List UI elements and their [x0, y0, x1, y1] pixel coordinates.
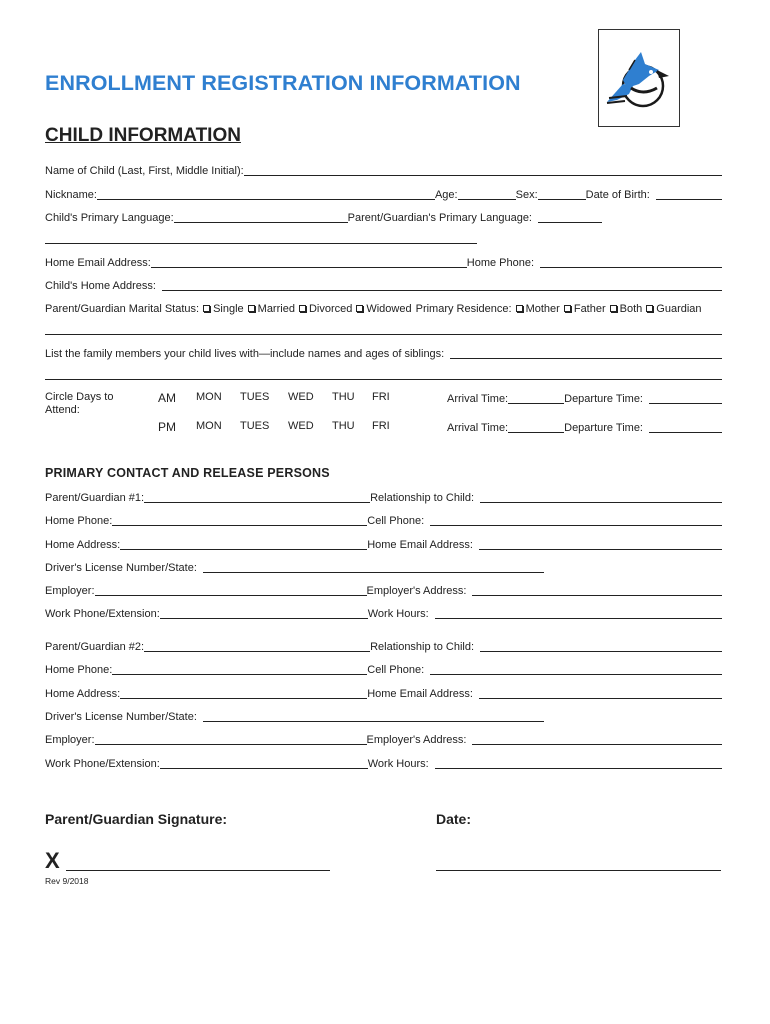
- home-email-label: Home Email Address:: [45, 257, 151, 269]
- g1-name-row: [45, 490, 722, 504]
- family-label: List the family members your child lives with—include names and ages of siblings:: [45, 348, 445, 360]
- nickname-field[interactable]: [97, 199, 435, 200]
- g2-name-label: Parent/Guardian #2:: [45, 641, 145, 653]
- am-day-tues[interactable]: TUES: [240, 391, 270, 403]
- g2-work-phone-label: Work Phone/Extension:: [45, 758, 160, 770]
- form-title: ENROLLMENT REGISTRATION INFORMATION: [45, 71, 521, 95]
- g2-home-phone-field[interactable]: [112, 674, 367, 675]
- status-extra-line[interactable]: [45, 334, 722, 335]
- pm-arrival-field[interactable]: [508, 432, 564, 433]
- g2-cell-phone-label: Cell Phone:: [367, 664, 425, 676]
- g2-license-label: Driver's License Number/State:: [45, 711, 197, 723]
- g2-home-email-label: Home Email Address:: [367, 688, 473, 700]
- child-language-field[interactable]: [174, 222, 348, 223]
- am-day-fri[interactable]: FRI: [372, 391, 390, 403]
- g2-relationship-label: Relationship to Child:: [370, 641, 475, 653]
- g1-home-phone-label: Home Phone:: [45, 515, 113, 527]
- revision-note: Rev 9/2018: [45, 876, 89, 886]
- g1-employer-address-field[interactable]: [472, 595, 722, 596]
- g1-cell-phone-label: Cell Phone:: [367, 515, 425, 527]
- g2-employer-label: Employer:: [45, 734, 95, 746]
- pm-day-thu[interactable]: THU: [332, 420, 355, 432]
- g2-cell-phone-field[interactable]: [430, 674, 722, 675]
- pm-departure-label: Departure Time:: [564, 422, 643, 434]
- marital-option-married[interactable]: Married: [244, 303, 295, 315]
- residence-label: Primary Residence:: [415, 303, 512, 315]
- age-label: Age:: [434, 189, 458, 201]
- g1-cell-phone-field[interactable]: [430, 525, 722, 526]
- family-row: [45, 346, 722, 360]
- checkbox-icon[interactable]: [646, 305, 653, 312]
- parent-language-field[interactable]: [538, 222, 602, 223]
- dob-label: Date of Birth:: [585, 189, 650, 201]
- family-field[interactable]: [450, 358, 722, 359]
- home-email-field[interactable]: [151, 267, 467, 268]
- child-name-row: [45, 163, 722, 177]
- marital-label: Parent/Guardian Marital Status:: [45, 303, 200, 315]
- signature-label: Parent/Guardian Signature:: [45, 811, 228, 827]
- home-phone-label: Home Phone:: [466, 257, 535, 269]
- checkbox-icon[interactable]: [203, 305, 210, 312]
- g1-license-row: [45, 560, 544, 574]
- g1-phone-row: [45, 513, 722, 527]
- residence-option-both[interactable]: Both: [606, 303, 643, 315]
- signature-x-mark: X: [45, 848, 60, 873]
- language-row: [45, 210, 722, 224]
- g1-home-address-label: Home Address:: [45, 539, 121, 551]
- child-name-field[interactable]: [244, 175, 722, 176]
- g2-employer-address-label: Employer's Address:: [366, 734, 467, 746]
- blue-jay-icon: [599, 30, 679, 126]
- marital-option-single[interactable]: Single: [199, 303, 244, 315]
- g1-relationship-label: Relationship to Child:: [370, 492, 475, 504]
- pm-day-fri[interactable]: FRI: [372, 420, 390, 432]
- checkbox-icon[interactable]: [610, 305, 617, 312]
- parent-language-label: Parent/Guardian's Primary Language:: [347, 212, 532, 224]
- g2-phone-row: [45, 662, 722, 676]
- checkbox-icon[interactable]: [248, 305, 255, 312]
- pm-departure-field[interactable]: [649, 432, 722, 433]
- status-row: [45, 301, 722, 315]
- pm-day-tues[interactable]: TUES: [240, 420, 270, 432]
- child-address-field[interactable]: [162, 290, 722, 291]
- marital-option-widowed[interactable]: Widowed: [352, 303, 411, 315]
- sex-field[interactable]: [538, 199, 586, 200]
- extra-line[interactable]: [45, 243, 477, 244]
- signature-field[interactable]: [66, 870, 330, 871]
- child-language-label: Child's Primary Language:: [45, 212, 174, 224]
- am-departure-field[interactable]: [649, 403, 722, 404]
- g2-work-row: [45, 756, 722, 770]
- g2-home-email-field[interactable]: [479, 698, 722, 699]
- g2-home-address-label: Home Address:: [45, 688, 121, 700]
- g1-work-row: [45, 606, 722, 620]
- g2-employer-row: [45, 732, 722, 746]
- g1-work-hours-label: Work Hours:: [367, 608, 429, 620]
- g1-relationship-field[interactable]: [480, 502, 722, 503]
- date-field[interactable]: [436, 870, 721, 871]
- g1-home-email-field[interactable]: [479, 549, 722, 550]
- g1-work-phone-field[interactable]: [160, 618, 368, 619]
- date-label: Date:: [436, 811, 472, 827]
- g1-license-field[interactable]: [203, 572, 544, 573]
- child-name-label: Name of Child (Last, First, Middle Initial):: [45, 165, 244, 177]
- pm-day-mon[interactable]: MON: [196, 420, 222, 432]
- pm-day-wed[interactable]: WED: [288, 420, 314, 432]
- days-label: Circle Days to Attend:: [45, 391, 114, 416]
- g2-employer-address-field[interactable]: [472, 744, 722, 745]
- g1-employer-address-label: Employer's Address:: [366, 585, 467, 597]
- age-field[interactable]: [458, 199, 516, 200]
- g2-home-phone-label: Home Phone:: [45, 664, 113, 676]
- g1-name-label: Parent/Guardian #1:: [45, 492, 145, 504]
- family-extra-line[interactable]: [45, 379, 722, 380]
- g2-name-row: [45, 639, 722, 653]
- g2-employer-field[interactable]: [95, 744, 367, 745]
- g2-license-field[interactable]: [203, 721, 544, 722]
- g2-relationship-field[interactable]: [480, 651, 722, 652]
- am-arrival-field[interactable]: [508, 403, 564, 404]
- g2-work-hours-field[interactable]: [435, 768, 722, 769]
- checkbox-icon[interactable]: [516, 305, 523, 312]
- child-info-heading: CHILD INFORMATION: [45, 125, 241, 146]
- home-phone-field[interactable]: [540, 267, 722, 268]
- logo: [598, 29, 680, 127]
- g1-license-label: Driver's License Number/State:: [45, 562, 197, 574]
- child-address-row: [45, 278, 722, 292]
- g1-home-address-field[interactable]: [120, 549, 367, 550]
- g2-license-row: [45, 709, 544, 723]
- am-day-wed[interactable]: WED: [288, 391, 314, 403]
- am-departure-label: Departure Time:: [564, 393, 643, 405]
- nickname-label: Nickname:: [45, 189, 97, 201]
- sex-label: Sex:: [515, 189, 538, 201]
- residence-option-mother[interactable]: Mother: [512, 303, 560, 315]
- checkbox-icon[interactable]: [356, 305, 363, 312]
- g2-address-row: [45, 686, 722, 700]
- email-row: [45, 255, 722, 269]
- g2-name-field[interactable]: [144, 651, 370, 652]
- pm-arrival-label: Arrival Time:: [447, 422, 509, 434]
- am-label: AM: [158, 391, 176, 405]
- checkbox-icon[interactable]: [564, 305, 571, 312]
- dob-field[interactable]: [656, 199, 722, 200]
- am-day-thu[interactable]: THU: [332, 391, 355, 403]
- contacts-heading: PRIMARY CONTACT AND RELEASE PERSONS: [45, 466, 330, 480]
- g1-employer-row: [45, 583, 722, 597]
- g2-home-address-field[interactable]: [120, 698, 367, 699]
- g1-work-hours-field[interactable]: [435, 618, 722, 619]
- am-day-mon[interactable]: MON: [196, 391, 222, 403]
- g1-employer-label: Employer:: [45, 585, 95, 597]
- nickname-row: [45, 187, 722, 201]
- am-arrival-label: Arrival Time:: [447, 393, 509, 405]
- residence-option-father[interactable]: Father: [560, 303, 606, 315]
- g1-work-phone-label: Work Phone/Extension:: [45, 608, 160, 620]
- marital-option-divorced[interactable]: Divorced: [295, 303, 352, 315]
- g1-address-row: [45, 537, 722, 551]
- checkbox-icon[interactable]: [299, 305, 306, 312]
- g1-employer-field[interactable]: [95, 595, 367, 596]
- residence-option-guardian[interactable]: Guardian: [642, 303, 701, 315]
- g2-work-hours-label: Work Hours:: [367, 758, 429, 770]
- g1-home-email-label: Home Email Address:: [367, 539, 473, 551]
- g2-work-phone-field[interactable]: [160, 768, 368, 769]
- g1-name-field[interactable]: [144, 502, 370, 503]
- pm-times-row: [447, 420, 722, 434]
- child-address-label: Child's Home Address:: [45, 280, 156, 292]
- am-times-row: [447, 391, 722, 405]
- pm-label: PM: [158, 420, 176, 434]
- g1-home-phone-field[interactable]: [112, 525, 367, 526]
